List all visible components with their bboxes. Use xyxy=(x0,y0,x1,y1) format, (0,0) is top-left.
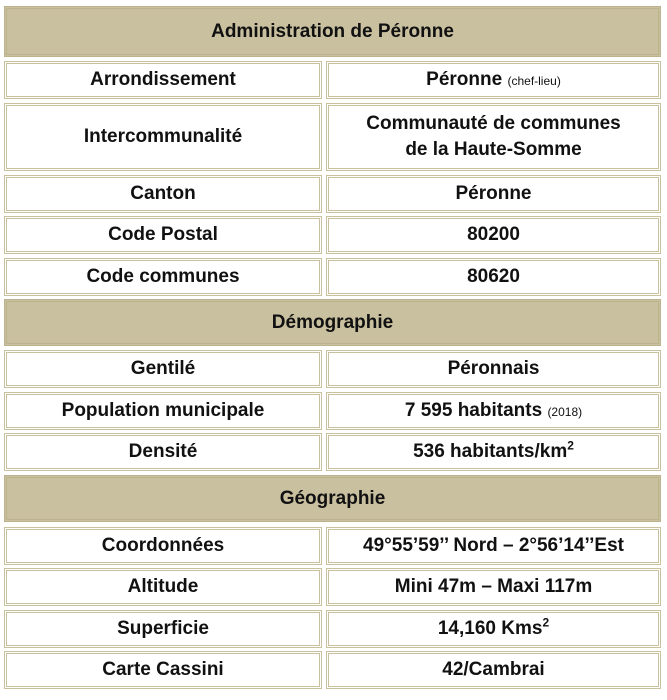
value-population xyxy=(326,392,661,430)
intercommunalite-line1: Communauté de communes xyxy=(366,113,621,134)
arrondissement-value: Péronne xyxy=(426,68,503,90)
value-canton: Péronne xyxy=(326,175,661,213)
superficie-value: 14,160 Kms xyxy=(437,618,543,639)
label-population: Population municipale xyxy=(4,392,322,430)
value-intercommunalite xyxy=(326,103,661,171)
page-title: Administration de Péronne xyxy=(211,20,454,42)
intercommunalite-line2: de la Haute-Somme xyxy=(405,139,582,160)
value-code-postal: 80200 xyxy=(326,216,661,254)
value-arrondissement xyxy=(326,61,661,99)
densite-value: 536 habitants/km xyxy=(413,441,568,462)
label-code-postal: Code Postal xyxy=(4,216,322,254)
value-carte-cassini: 42/Cambrai xyxy=(326,651,661,689)
superficie-superscript: 2 xyxy=(542,615,550,630)
label-altitude: Altitude xyxy=(4,568,322,606)
value-superficie xyxy=(326,610,661,648)
value-code-communes: 80620 xyxy=(326,258,661,296)
label-canton: Canton xyxy=(4,175,322,213)
value-gentile: Péronnais xyxy=(326,350,661,388)
section-header-geographie: Géographie xyxy=(4,475,661,522)
label-code-communes: Code communes xyxy=(4,258,322,296)
label-arrondissement: Arrondissement xyxy=(4,61,322,99)
population-year: (2018) xyxy=(547,404,583,419)
value-densite xyxy=(326,433,661,471)
value-altitude: Mini 47m – Maxi 117m xyxy=(326,568,661,606)
population-value: 7 595 habitants xyxy=(404,399,543,421)
label-intercommunalite: Intercommunalité xyxy=(4,103,322,171)
label-coordonnees: Coordonnées xyxy=(4,527,322,565)
label-superficie: Superficie xyxy=(4,610,322,648)
densite-superscript: 2 xyxy=(567,438,574,453)
label-carte-cassini: Carte Cassini xyxy=(4,651,322,689)
label-gentile: Gentilé xyxy=(4,350,322,388)
section-header-demographie: Démographie xyxy=(4,299,661,346)
section-header-administration xyxy=(4,6,661,57)
value-coordonnees: 49°55’59’’ Nord – 2°56’14’’Est xyxy=(326,527,661,565)
label-densite: Densité xyxy=(4,433,322,471)
arrondissement-note: (chef-lieu) xyxy=(507,73,561,88)
